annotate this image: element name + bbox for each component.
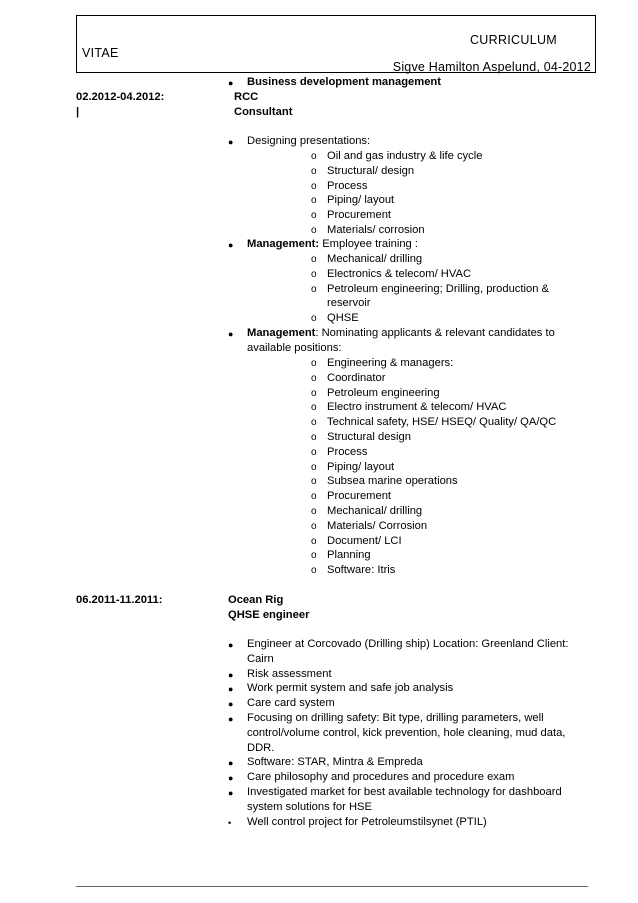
job2-bullet-text: DDR. bbox=[247, 741, 275, 754]
sub-bullet-icon: o bbox=[311, 283, 317, 295]
sub-item-text: Procurement bbox=[327, 209, 392, 222]
sub-item-text: Materials/ corrosion bbox=[327, 224, 425, 236]
sub-item-text: Oil and gas industry & life cycle bbox=[327, 150, 483, 162]
sub-bullet-icon: o bbox=[311, 461, 317, 473]
bullet-icon: ● bbox=[228, 758, 234, 769]
bullet-icon: ● bbox=[228, 684, 234, 695]
job2-bullet-text: Engineer at Corcovado (Drilling ship) Location: Greenland Client: bbox=[247, 638, 569, 650]
sub-item-text: Procurement bbox=[327, 490, 392, 503]
management2-text: : Nominating applicants & relevant candidates to bbox=[315, 327, 555, 339]
sub-bullet-icon: o bbox=[311, 313, 317, 325]
sub-item-text: Structural/ design bbox=[327, 164, 415, 177]
sub-bullet-icon: o bbox=[311, 402, 317, 414]
job2-bullet-text: Well control project for Petroleumstilsynet (PTIL) bbox=[247, 815, 487, 828]
sub-bullet-icon: o bbox=[311, 520, 317, 532]
job2-date: 06.2011-11.2011: bbox=[76, 594, 163, 606]
sub-bullet-icon: o bbox=[311, 372, 317, 384]
sub-bullet-icon: o bbox=[311, 491, 317, 503]
job2-company: Ocean Rig bbox=[228, 594, 284, 606]
sub-bullet-icon: o bbox=[311, 210, 317, 222]
bullet-icon: ● bbox=[228, 640, 234, 650]
sub-bullet-icon: o bbox=[311, 254, 317, 265]
job2-bullet-text: Care card system bbox=[247, 697, 335, 710]
bullet-icon: ● bbox=[228, 78, 234, 88]
management1-text: Employee training : bbox=[319, 238, 418, 250]
job1-title: Consultant bbox=[234, 106, 293, 118]
job2-bullet-text: Cairn bbox=[247, 652, 274, 665]
sub-item-text: Planning bbox=[327, 549, 371, 562]
management2-label: Management bbox=[247, 327, 316, 339]
bullet-icon: • bbox=[228, 817, 232, 828]
sub-bullet-icon: o bbox=[311, 387, 317, 399]
sub-item-text: Technical safety, HSE/ HSEQ/ Quality/ QA/QC bbox=[327, 416, 557, 429]
sub-item-text: Mechanical/ drilling bbox=[327, 505, 423, 517]
sub-bullet-icon: o bbox=[311, 535, 317, 547]
designing-label: Designing presentations: bbox=[247, 135, 371, 147]
bullet-icon: ● bbox=[228, 137, 234, 147]
sub-bullet-icon: o bbox=[311, 432, 317, 443]
management2-line2: available positions: bbox=[247, 342, 342, 354]
bullet-icon: ● bbox=[228, 773, 234, 784]
sub-item-text: Electronics & telecom/ HVAC bbox=[327, 267, 472, 280]
text-cursor: | bbox=[76, 106, 80, 118]
sub-bullet-icon: o bbox=[311, 446, 317, 458]
job2-bullet-text: control/volume control, kick prevention, hole cleaning, mud data, bbox=[247, 726, 566, 739]
sub-item-text: Process bbox=[327, 179, 368, 192]
job2-bullet-text: Investigated market for best available technology for dashboard bbox=[247, 786, 562, 798]
bullet-icon: ● bbox=[228, 788, 234, 798]
bullet-icon: ● bbox=[228, 669, 234, 680]
sub-bullet-icon: o bbox=[311, 565, 317, 577]
sub-item-text: Coordinator bbox=[327, 371, 386, 384]
sub-bullet-icon: o bbox=[311, 268, 317, 280]
job2-title: QHSE engineer bbox=[228, 609, 310, 621]
top-bullet-text: Business development management bbox=[247, 76, 441, 88]
sub-bullet-icon: o bbox=[311, 417, 317, 429]
job2-bullet-text: Care philosophy and procedures and procedure exam bbox=[247, 771, 515, 784]
job2-bullet-text: Work permit system and safe job analysis bbox=[247, 682, 454, 695]
sub-bullet-icon: o bbox=[311, 151, 317, 162]
header-vitae: VITAE bbox=[82, 46, 119, 60]
job2-bullet-text: system solutions for HSE bbox=[247, 800, 372, 813]
header-curriculum: CURRICULUM bbox=[469, 33, 557, 47]
sub-item-text: Subsea marine operations bbox=[327, 475, 458, 488]
management1-label: Management: bbox=[247, 238, 320, 250]
sub-item-text: Document/ LCI bbox=[327, 534, 402, 547]
sub-item-text: Mechanical/ drilling bbox=[327, 253, 423, 265]
header-box bbox=[76, 15, 596, 73]
footer-rule bbox=[76, 886, 588, 887]
job1-company: RCC bbox=[234, 91, 259, 103]
bullet-icon: ● bbox=[228, 329, 234, 339]
sub-bullet-icon: o bbox=[311, 165, 317, 177]
sub-item-text: Electro instrument & telecom/ HVAC bbox=[327, 401, 507, 414]
sub-item-text: Materials/ Corrosion bbox=[327, 519, 428, 532]
sub-bullet-icon: o bbox=[311, 180, 317, 192]
management1-line bbox=[247, 237, 572, 252]
sub-item-text: Petroleum engineering; Drilling, production & bbox=[327, 282, 550, 295]
sub-item-text: Piping/ layout bbox=[327, 194, 395, 207]
sub-bullet-icon: o bbox=[311, 225, 317, 236]
sub-bullet-icon: o bbox=[311, 550, 317, 562]
sub-bullet-icon: o bbox=[311, 506, 317, 517]
sub-item-text: Piping/ layout bbox=[327, 460, 395, 473]
sub-item-text: Software: Itris bbox=[327, 564, 396, 577]
sub-item-text: Process bbox=[327, 445, 368, 458]
job2-bullet-text: Risk assessment bbox=[247, 667, 332, 680]
sub-item-text: Engineering & managers: bbox=[327, 357, 454, 369]
job2-bullet-text: Focusing on drilling safety: Bit type, drilling parameters, well bbox=[247, 712, 544, 724]
job2-bullet-text: Software: STAR, Mintra & Empreda bbox=[247, 756, 423, 769]
bullet-icon: ● bbox=[228, 699, 234, 710]
sub-item-text: reservoir bbox=[327, 297, 371, 310]
sub-item-text: Petroleum engineering bbox=[327, 386, 440, 399]
sub-item-text: QHSE bbox=[327, 312, 359, 325]
job1-date: 02.2012-04.2012: bbox=[76, 91, 165, 103]
bullet-icon: ● bbox=[228, 240, 234, 250]
header-name-date: Sigve Hamilton Aspelund, 04-2012 bbox=[392, 60, 591, 74]
sub-bullet-icon: o bbox=[311, 195, 317, 207]
management2-line bbox=[247, 326, 572, 341]
sub-bullet-icon: o bbox=[311, 358, 317, 369]
bullet-icon: ● bbox=[228, 714, 234, 724]
sub-bullet-icon: o bbox=[311, 476, 317, 488]
sub-item-text: Structural design bbox=[327, 431, 411, 443]
